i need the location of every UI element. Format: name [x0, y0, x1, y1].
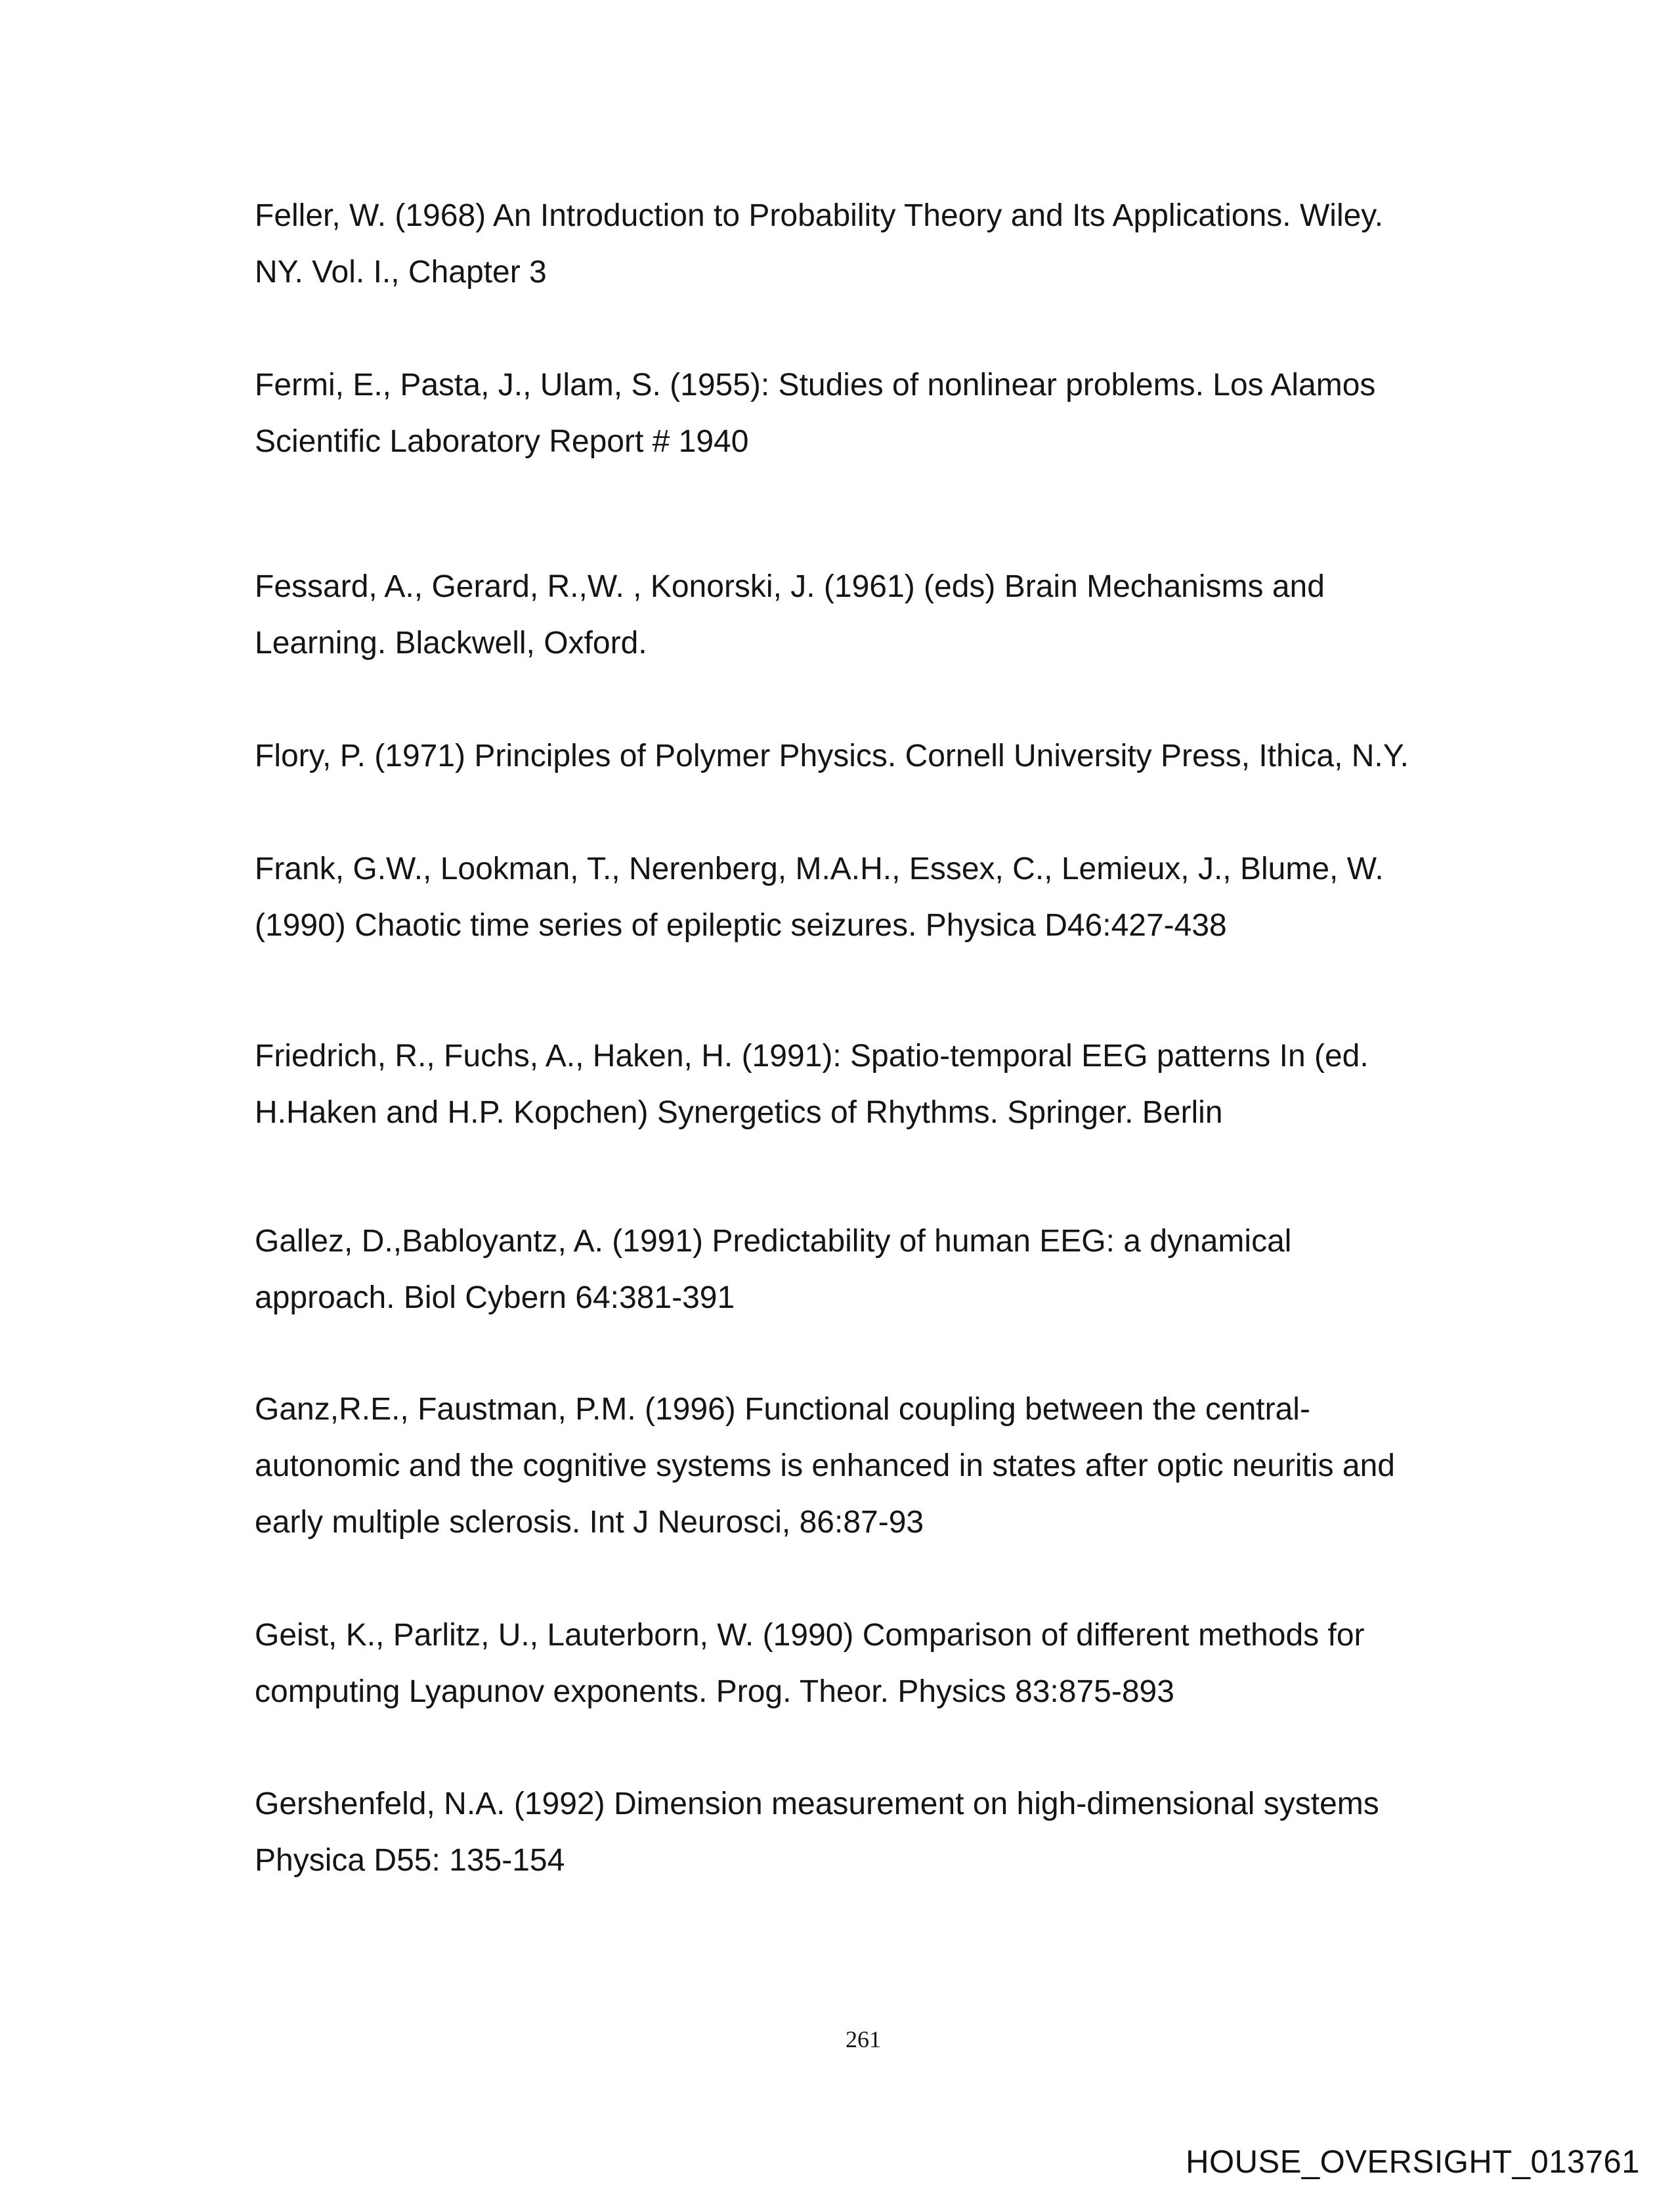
- reference-line: Gershenfeld, N.A. (1992) Dimension measurement on high-dimensional systems: [255, 1787, 1379, 1821]
- reference-line: NY. Vol. I., Chapter 3: [255, 255, 547, 290]
- reference-entry: [255, 1607, 1541, 1720]
- reference-line: computing Lyapunov exponents. Prog. Theor. Physics 83:875-893: [255, 1674, 1174, 1709]
- reference-line: early multiple sclerosis. Int J Neurosci, 86:87-93: [255, 1505, 924, 1540]
- reference-line: Feller, W. (1968) An Introduction to Probability Theory and Its Applications. Wiley.: [255, 198, 1384, 233]
- page-number: 261: [846, 2026, 881, 2052]
- reference-line: Scientific Laboratory Report # 1940: [255, 424, 749, 459]
- reference-line: Geist, K., Parlitz, U., Lauterborn, W. (1990) Comparison of different methods for: [255, 1618, 1365, 1653]
- reference-entry: [255, 188, 1541, 301]
- reference-line: Fessard, A., Gerard, R.,W. , Konorski, J. (1961) (eds) Brain Mechanisms and: [255, 569, 1325, 604]
- reference-line: Flory, P. (1971) Principles of Polymer Physics. Cornell University Press, Ithica, N.Y.: [255, 739, 1409, 773]
- reference-line: (1990) Chaotic time series of epileptic seizures. Physica D46:427-438: [255, 908, 1227, 943]
- reference-line: Learning. Blackwell, Oxford.: [255, 626, 647, 661]
- reference-entry: [255, 559, 1541, 672]
- reference-entry: [255, 728, 1541, 785]
- reference-entry: [255, 357, 1541, 470]
- reference-line: H.Haken and H.P. Kopchen) Synergetics of Rhythms. Springer. Berlin: [255, 1095, 1223, 1130]
- reference-entry: [255, 1381, 1541, 1551]
- reference-line: Frank, G.W., Lookman, T., Nerenberg, M.A.H., Essex, C., Lemieux, J., Blume, W.: [255, 852, 1384, 886]
- reference-line: Ganz,R.E., Faustman, P.M. (1996) Functional coupling between the central-: [255, 1392, 1310, 1427]
- reference-line: Physica D55: 135-154: [255, 1843, 565, 1878]
- reference-line: Fermi, E., Pasta, J., Ulam, S. (1955): Studies of nonlinear problems. Los Alamos: [255, 368, 1376, 402]
- reference-line: autonomic and the cognitive systems is enhanced in states after optic neuritis and: [255, 1448, 1395, 1483]
- reference-entry: [255, 1028, 1541, 1141]
- reference-entry: [255, 1776, 1541, 1889]
- reference-line: approach. Biol Cybern 64:381-391: [255, 1280, 735, 1315]
- reference-entry: [255, 841, 1541, 954]
- bates-number: HOUSE_OVERSIGHT_013761: [1186, 2144, 1640, 2180]
- reference-line: Gallez, D.,Babloyantz, A. (1991) Predictability of human EEG: a dynamical: [255, 1224, 1292, 1259]
- reference-line: Friedrich, R., Fuchs, A., Haken, H. (1991): Spatio-temporal EEG patterns In (ed.: [255, 1039, 1369, 1073]
- reference-entry: [255, 1213, 1541, 1326]
